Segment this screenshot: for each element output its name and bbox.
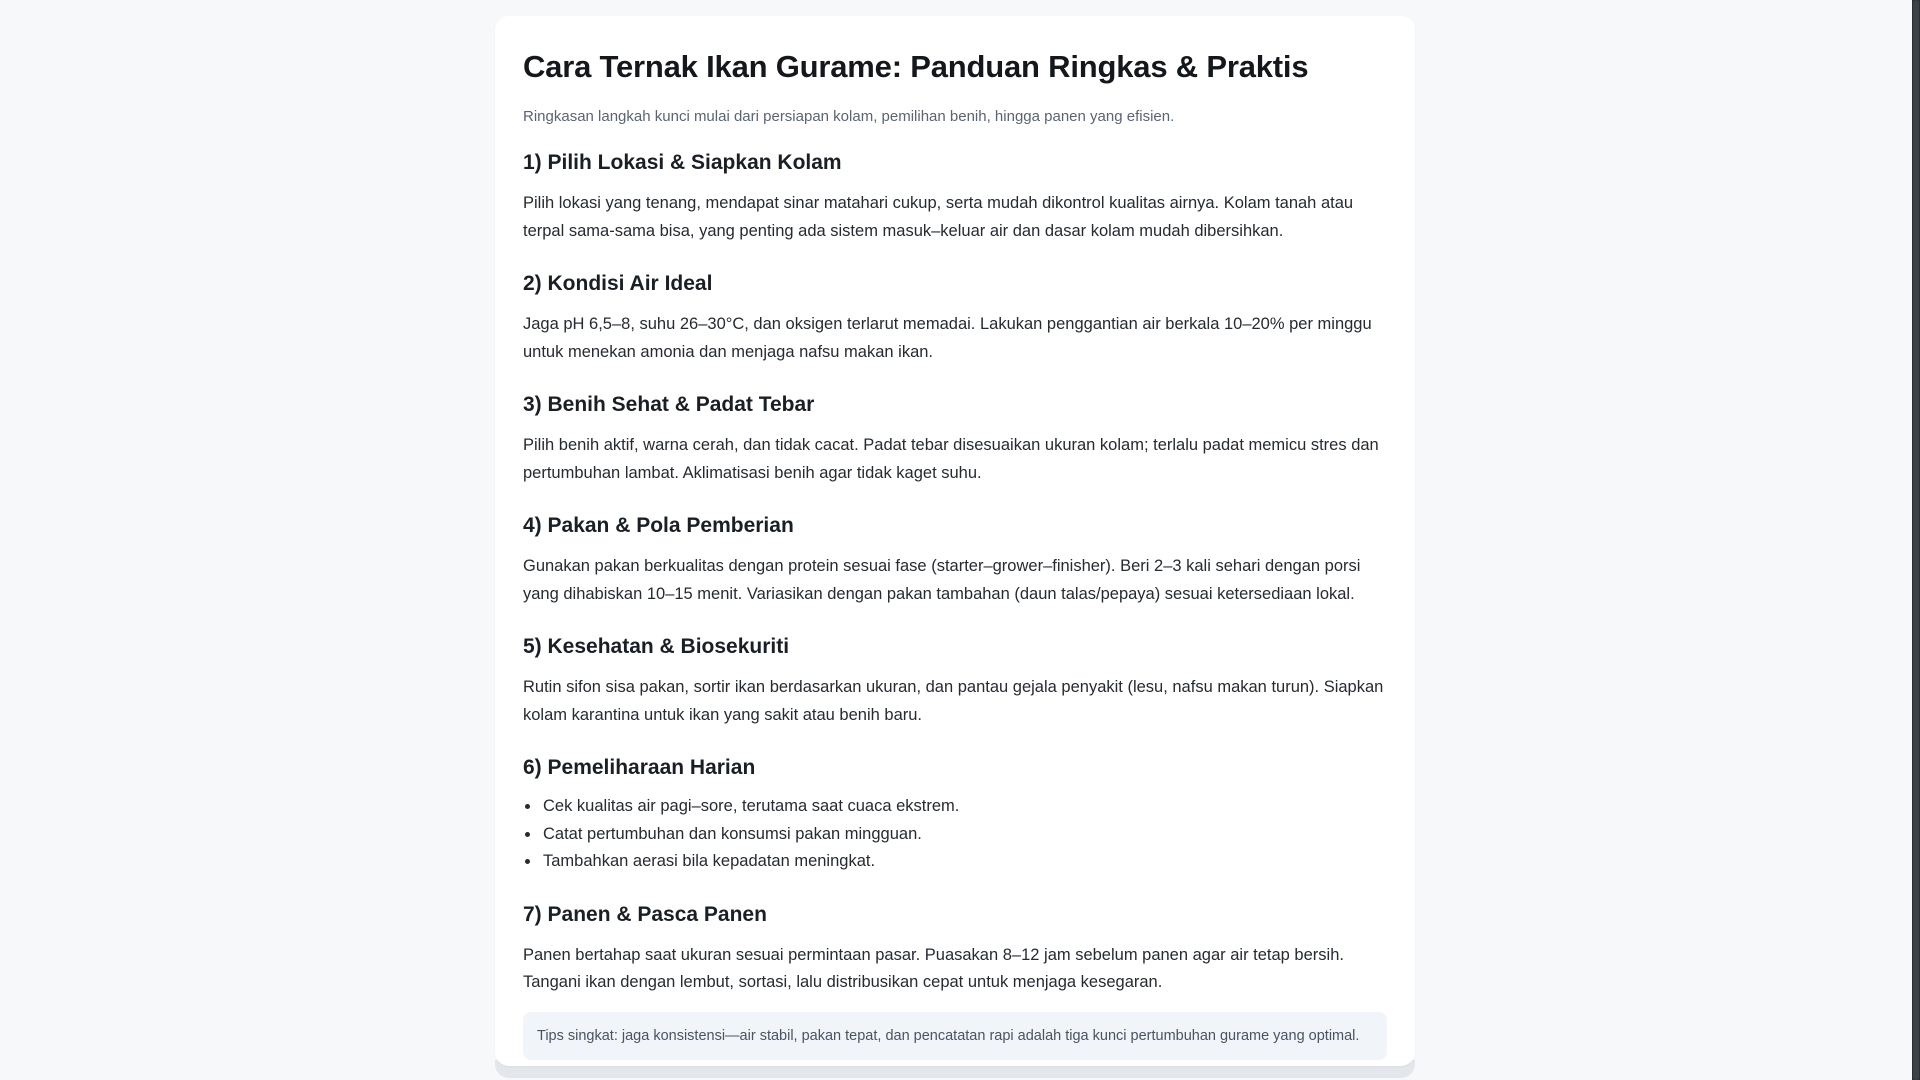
section-benih xyxy=(523,390,1387,487)
section-panen xyxy=(523,900,1387,997)
section-heading: 7) Panen & Pasca Panen xyxy=(523,902,767,926)
section-pakan xyxy=(523,511,1387,608)
section-heading: 4) Pakan & Pola Pemberian xyxy=(523,514,794,537)
section-body: Panen bertahap saat ukuran sesuai permintaan pasar. Puasakan 8–12 jam sebelum panen agar air tetap bersih. Tangani ikan dengan lembut, sortasi, lalu distribusikan cepat untuk menjaga kesegaran. xyxy=(523,945,1344,991)
scrollbar-track[interactable] xyxy=(1912,0,1920,1080)
section-lokasi-kolam xyxy=(523,148,1387,245)
tip-box: Tips singkat: jaga konsistensi—air stabil, pakan tepat, dan pencatatan rapi adalah tiga kunci pertumbuhan gurame yang optimal. xyxy=(523,1012,1387,1060)
section-heading: 1) Pilih Lokasi & Siapkan Kolam xyxy=(523,151,842,174)
list-item: • Cek kualitas air pagi–sore, terutama saat cuaca ekstrem. xyxy=(541,793,1387,821)
section-body: Rutin sifon sisa pakan, sortir ikan berdasarkan ukuran, dan pantau gejala penyakit (lesu, nafsu makan turun). Siapkan kolam karantina untuk ikan yang sakit atau benih baru. xyxy=(523,678,1384,724)
section-body: Pilih benih aktif, warna cerah, dan tidak cacat. Padat tebar disesuaikan ukuran kolam; terlalu padat memicu stres dan pertumbuhan lambat. Aklimatisasi benih agar tidak kaget suhu. xyxy=(523,436,1379,482)
list-item: • Catat pertumbuhan dan konsumsi pakan mingguan. xyxy=(541,821,1387,849)
maintenance-list xyxy=(523,793,1387,876)
section-heading: 3) Benih Sehat & Padat Tebar xyxy=(523,393,815,416)
section-body: Pilih lokasi yang tenang, mendapat sinar matahari cukup, serta mudah dikontrol kualitas airnya. Kolam tanah atau terpal sama-sama bisa, yang penting ada sistem masuk–keluar air dan dasar kolam mudah dibersihkan. xyxy=(523,194,1354,240)
page-title: Cara Ternak Ikan Gurame: Panduan Ringkas & Praktis xyxy=(523,49,1309,84)
article-subtitle: Ringkasan langkah kunci mulai dari persiapan kolam, pemilihan benih, hingga panen yang efisien. xyxy=(523,108,1175,125)
section-kesehatan xyxy=(523,632,1387,729)
section-body: Gunakan pakan berkualitas dengan protein sesuai fase (starter–grower–finisher). Beri 2–3 kali sehari dengan porsi yang dihabiskan 10–15 menit. Variasikan dengan pakan tambahan (daun talas/pepaya) sesuai ketersediaan lokal. xyxy=(523,557,1361,603)
section-heading: 5) Kesehatan & Biosekuriti xyxy=(523,635,790,658)
section-kondisi-air xyxy=(523,269,1387,366)
scrollbar-thumb[interactable] xyxy=(1913,0,1919,1080)
list-item: • Tambahkan aerasi bila kepadatan meningkat. xyxy=(541,848,1387,876)
section-heading: 2) Kondisi Air Ideal xyxy=(523,272,713,295)
section-heading: 6) Pemeliharaan Harian xyxy=(523,756,756,779)
section-pemeliharaan xyxy=(523,753,1387,876)
article-card xyxy=(495,16,1415,1066)
section-body: Jaga pH 6,5–8, suhu 26–30°C, dan oksigen terlarut memadai. Lakukan penggantian air berkala 10–20% per minggu untuk menekan amonia dan menjaga nafsu makan ikan. xyxy=(523,315,1372,361)
